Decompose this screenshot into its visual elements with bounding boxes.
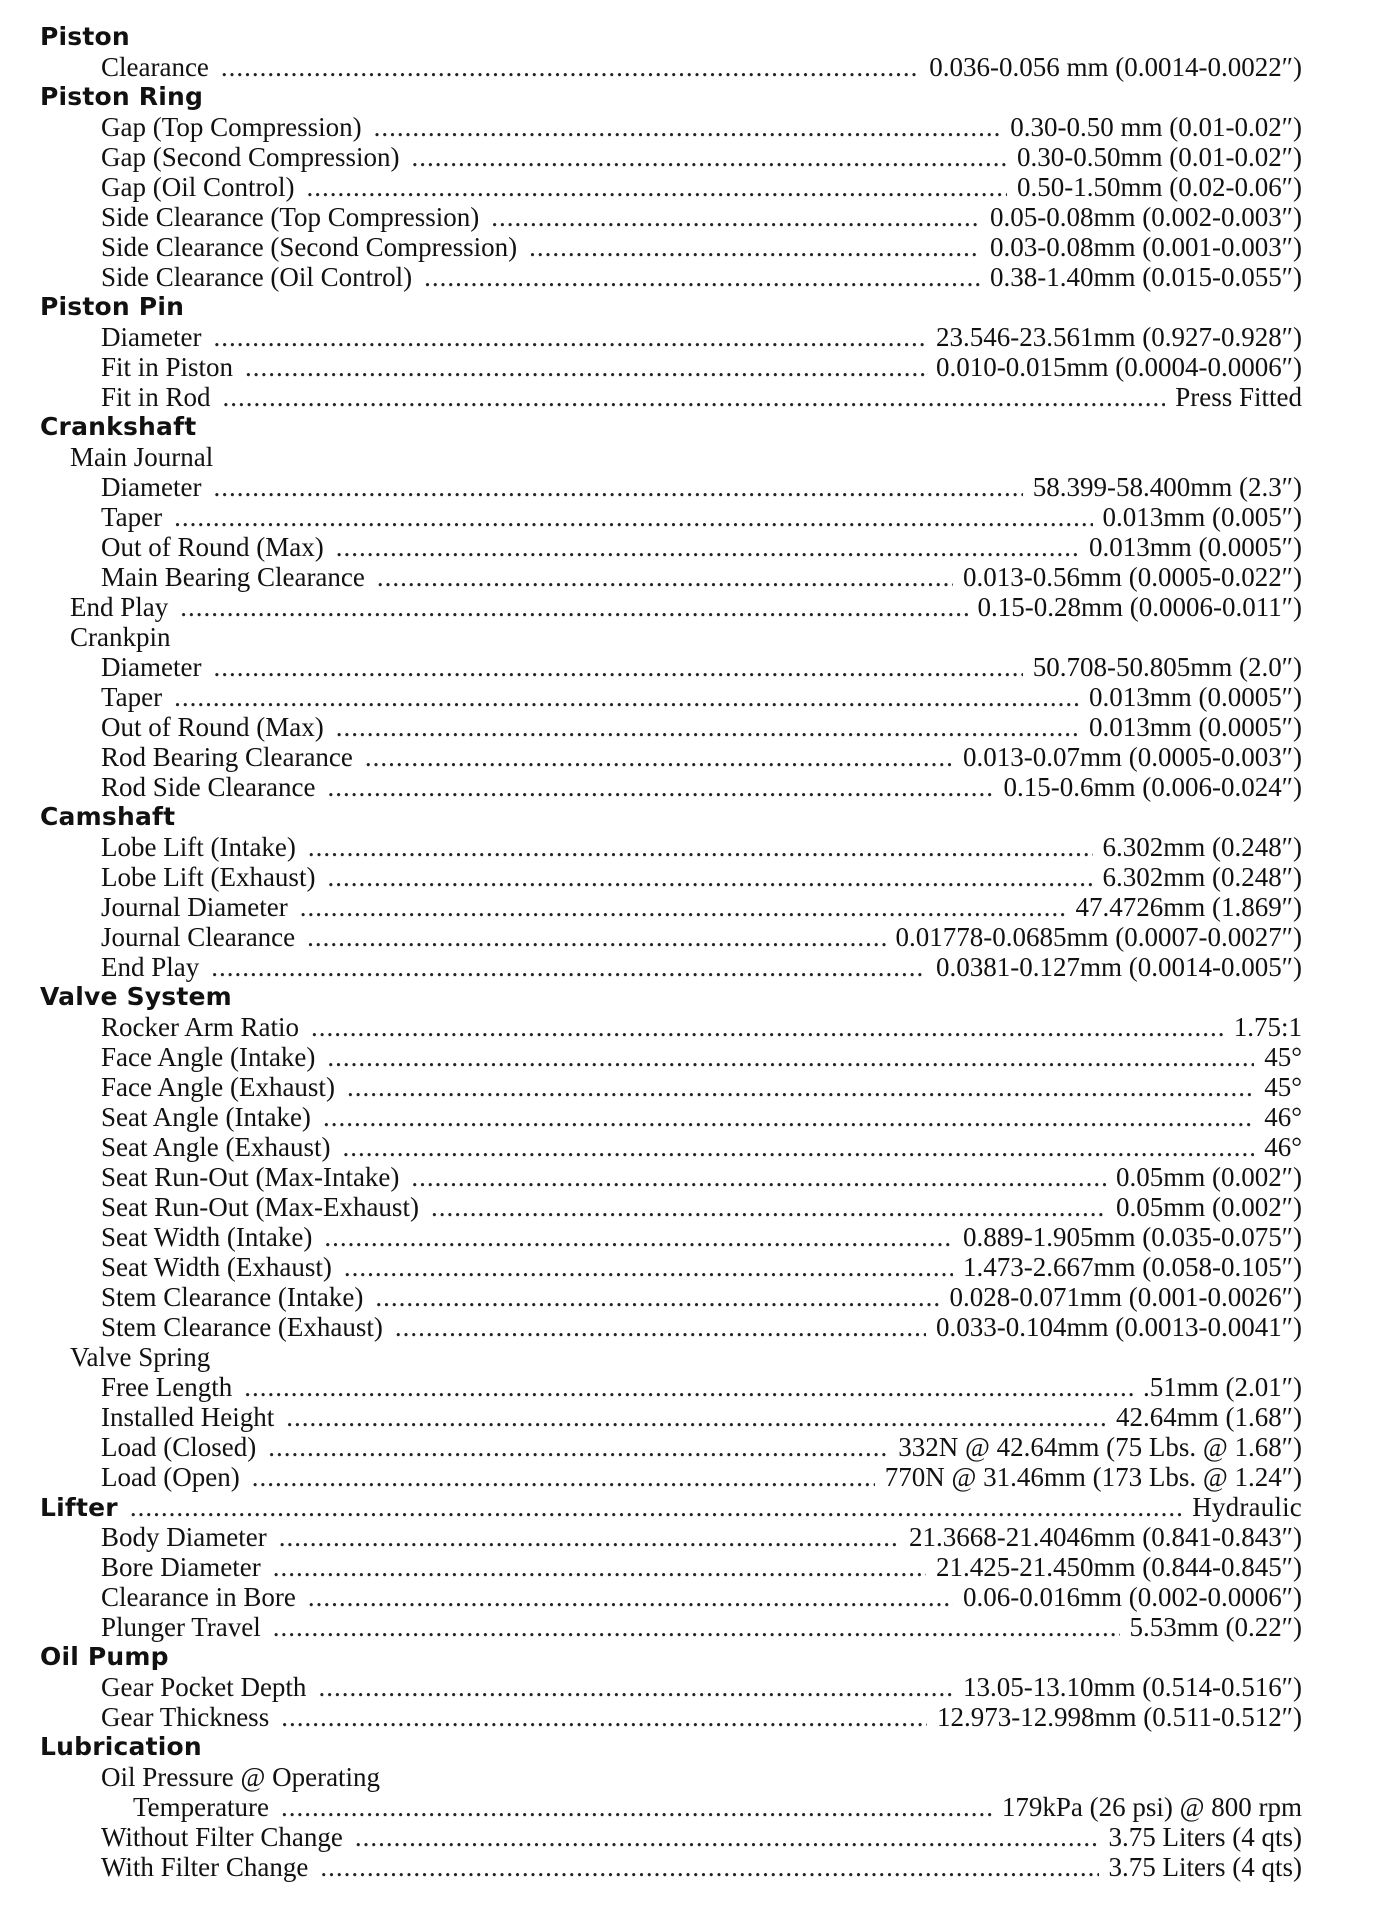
engine-specification-list	[40, 22, 1302, 1882]
dot-leader	[374, 112, 1001, 142]
spec-row	[40, 472, 1302, 502]
spec-row	[40, 1552, 1302, 1582]
spec-row	[40, 532, 1302, 562]
spec-row	[40, 322, 1302, 352]
spec-value: 179kPa (26 psi) @ 800 rpm	[1001, 1792, 1302, 1822]
dot-leader	[279, 1522, 899, 1552]
spec-value: 13.05-13.10mm (0.514-0.516″)	[963, 1672, 1302, 1702]
spec-value: 0.30-0.50 mm (0.01-0.02″)	[1010, 112, 1302, 142]
dot-leader	[491, 202, 980, 232]
spec-row	[40, 1582, 1302, 1612]
spec-row	[40, 862, 1302, 892]
spec-row	[40, 892, 1302, 922]
spec-label: Taper	[101, 682, 163, 712]
spec-value: 0.033-0.104mm (0.0013-0.0041″)	[936, 1312, 1302, 1342]
spec-label: Diameter	[101, 472, 202, 502]
spec-label: Without Filter Change	[101, 1822, 343, 1852]
spec-label: Oil Pressure @ Operating	[101, 1762, 381, 1792]
spec-label: Lobe Lift (Exhaust)	[101, 862, 316, 892]
dot-leader	[529, 232, 980, 262]
spec-row	[40, 1762, 1302, 1792]
spec-value: 0.013-0.07mm (0.0005-0.003″)	[963, 742, 1302, 772]
spec-row	[40, 952, 1302, 982]
dot-leader	[347, 1072, 1254, 1102]
spec-label: Temperature	[133, 1792, 270, 1822]
spec-label: Journal Clearance	[101, 922, 296, 952]
spec-label: Crankpin	[70, 622, 171, 652]
spec-value: 45°	[1264, 1072, 1302, 1102]
spec-row	[40, 502, 1302, 532]
spec-row	[40, 1672, 1302, 1702]
spec-label: Seat Run-Out (Max-Exhaust)	[101, 1192, 419, 1222]
section-title: Piston Ring	[40, 82, 204, 111]
dot-leader	[320, 1852, 1098, 1882]
spec-value: 0.889-1.905mm (0.035-0.075″)	[963, 1222, 1302, 1252]
spec-value: 0.0381-0.127mm (0.0014-0.005″)	[936, 952, 1302, 982]
dot-leader	[211, 952, 926, 982]
spec-label: Out of Round (Max)	[101, 532, 324, 562]
spec-value: 0.30-0.50mm (0.01-0.02″)	[1017, 142, 1302, 172]
spec-row	[40, 112, 1302, 142]
dot-leader	[252, 1462, 875, 1492]
spec-row	[40, 172, 1302, 202]
spec-row	[40, 1612, 1302, 1642]
spec-value: 1.473-2.667mm (0.058-0.105″)	[963, 1252, 1302, 1282]
spec-label: Rod Bearing Clearance	[101, 742, 353, 772]
dot-leader	[311, 1012, 1224, 1042]
spec-value: 23.546-23.561mm (0.927-0.928″)	[936, 322, 1302, 352]
spec-row	[40, 1222, 1302, 1252]
dot-leader	[411, 142, 1007, 172]
spec-row	[40, 772, 1302, 802]
spec-row	[40, 652, 1302, 682]
dot-leader	[281, 1792, 992, 1822]
dot-leader	[342, 1132, 1254, 1162]
section-title: Crankshaft	[40, 412, 197, 441]
spec-label: With Filter Change	[101, 1852, 309, 1882]
spec-label: Load (Open)	[101, 1462, 240, 1492]
spec-label: Rod Side Clearance	[101, 772, 316, 802]
spec-value: 21.3668-21.4046mm (0.841-0.843″)	[909, 1522, 1302, 1552]
spec-label: Body Diameter	[101, 1522, 267, 1552]
spec-row	[40, 1402, 1302, 1432]
dot-leader	[323, 1102, 1254, 1132]
spec-value: 0.013mm (0.005″)	[1102, 502, 1302, 532]
spec-label: Gear Thickness	[101, 1702, 270, 1732]
spec-label: End Play	[101, 952, 200, 982]
spec-value: 0.013mm (0.0005″)	[1089, 532, 1302, 562]
spec-label: Gear Pocket Depth	[101, 1672, 307, 1702]
section-heading	[40, 802, 1302, 832]
spec-value: 0.036-0.056 mm (0.0014-0.0022″)	[929, 52, 1302, 82]
spec-label: Side Clearance (Oil Control)	[101, 262, 413, 292]
dot-leader	[213, 472, 1022, 502]
spec-label: Installed Height	[101, 1402, 275, 1432]
spec-value: 5.53mm (0.22″)	[1129, 1612, 1302, 1642]
section-title: Piston Pin	[40, 292, 185, 321]
dot-leader	[180, 592, 967, 622]
dot-leader	[327, 862, 1092, 892]
spec-label: Stem Clearance (Exhaust)	[101, 1312, 383, 1342]
dot-leader	[336, 712, 1079, 742]
spec-row	[40, 922, 1302, 952]
spec-row	[40, 352, 1302, 382]
spec-value: 6.302mm (0.248″)	[1102, 832, 1302, 862]
spec-value: 0.05mm (0.002″)	[1116, 1162, 1302, 1192]
spec-label: Gap (Top Compression)	[101, 112, 362, 142]
dot-leader	[395, 1312, 926, 1342]
spec-value: 0.06-0.016mm (0.002-0.0006″)	[963, 1582, 1302, 1612]
dot-leader	[281, 1702, 927, 1732]
spec-label: Gap (Second Compression)	[101, 142, 400, 172]
spec-row	[40, 1042, 1302, 1072]
spec-label: Seat Width (Intake)	[101, 1222, 313, 1252]
spec-label: Face Angle (Exhaust)	[101, 1072, 335, 1102]
dot-leader	[336, 532, 1079, 562]
dot-leader	[130, 1492, 1182, 1522]
spec-row	[40, 1282, 1302, 1312]
section-heading	[40, 412, 1302, 442]
spec-label: Clearance in Bore	[101, 1582, 296, 1612]
spec-label: Diameter	[101, 652, 202, 682]
section-heading	[40, 1732, 1302, 1762]
spec-row	[40, 1702, 1302, 1732]
spec-row	[40, 1072, 1302, 1102]
dot-leader	[431, 1192, 1106, 1222]
spec-value: 46°	[1264, 1132, 1302, 1162]
section-title: Lubrication	[40, 1732, 202, 1761]
spec-row	[40, 1792, 1302, 1822]
spec-label: Gap (Oil Control)	[101, 172, 295, 202]
dot-leader	[273, 1552, 926, 1582]
spec-label: Seat Width (Exhaust)	[101, 1252, 332, 1282]
dot-leader	[213, 652, 1022, 682]
spec-value: 46°	[1264, 1102, 1302, 1132]
spec-value: Hydraulic	[1192, 1492, 1302, 1522]
spec-label: Rocker Arm Ratio	[101, 1012, 299, 1042]
dot-leader	[286, 1402, 1106, 1432]
dot-leader	[424, 262, 980, 292]
spec-row	[40, 262, 1302, 292]
dot-leader	[377, 562, 953, 592]
spec-label: Seat Angle (Intake)	[101, 1102, 311, 1132]
spec-value: 6.302mm (0.248″)	[1102, 862, 1302, 892]
spec-row	[40, 1102, 1302, 1132]
section-title: Camshaft	[40, 802, 176, 831]
spec-row	[40, 442, 1302, 472]
spec-row	[40, 742, 1302, 772]
section-heading	[40, 22, 1302, 52]
dot-leader	[273, 1612, 1120, 1642]
spec-label: End Play	[70, 592, 169, 622]
section-heading	[40, 82, 1302, 112]
spec-row	[40, 1372, 1302, 1402]
spec-row	[40, 712, 1302, 742]
dot-leader	[245, 352, 926, 382]
spec-label: Out of Round (Max)	[101, 712, 324, 742]
spec-row	[40, 1192, 1302, 1222]
spec-row	[40, 1462, 1302, 1492]
spec-row	[40, 202, 1302, 232]
spec-value: 0.03-0.08mm (0.001-0.003″)	[990, 232, 1302, 262]
spec-row	[40, 682, 1302, 712]
spec-value: 3.75 Liters (4 qts)	[1108, 1852, 1302, 1882]
spec-value: 21.425-21.450mm (0.844-0.845″)	[936, 1552, 1302, 1582]
dot-leader	[174, 502, 1092, 532]
spec-value: 0.50-1.50mm (0.02-0.06″)	[1017, 172, 1302, 202]
spec-value: 0.05mm (0.002″)	[1116, 1192, 1302, 1222]
spec-value: 770N @ 31.46mm (173 Lbs. @ 1.24″)	[884, 1462, 1302, 1492]
spec-value: 1.75:1	[1233, 1012, 1302, 1042]
spec-label: Fit in Rod	[101, 382, 211, 412]
section-heading	[40, 1492, 1302, 1522]
dot-leader	[411, 1162, 1106, 1192]
spec-value: 0.01778-0.0685mm (0.0007-0.0027″)	[895, 922, 1302, 952]
dot-leader	[221, 52, 919, 82]
dot-leader	[327, 772, 993, 802]
dot-leader	[355, 1822, 1099, 1852]
dot-leader	[375, 1282, 939, 1312]
dot-leader	[300, 892, 1066, 922]
dot-leader	[327, 1042, 1254, 1072]
dot-leader	[174, 682, 1079, 712]
section-title: Piston	[40, 22, 130, 51]
spec-value: 0.38-1.40mm (0.015-0.055″)	[990, 262, 1302, 292]
spec-label: Diameter	[101, 322, 202, 352]
spec-label: Load (Closed)	[101, 1432, 257, 1462]
spec-row	[40, 1342, 1302, 1372]
spec-label: Valve Spring	[70, 1342, 211, 1372]
spec-label: Bore Diameter	[101, 1552, 261, 1582]
spec-row	[40, 52, 1302, 82]
spec-label: Seat Angle (Exhaust)	[101, 1132, 331, 1162]
spec-label: Taper	[101, 502, 163, 532]
spec-label: Stem Clearance (Intake)	[101, 1282, 364, 1312]
spec-row	[40, 592, 1302, 622]
spec-row	[40, 1432, 1302, 1462]
spec-row	[40, 622, 1302, 652]
spec-value: 0.15-0.6mm (0.006-0.024″)	[1003, 772, 1302, 802]
dot-leader	[365, 742, 953, 772]
spec-value: 0.15-0.28mm (0.0006-0.011″)	[977, 592, 1302, 622]
dot-leader	[308, 1582, 953, 1612]
spec-row	[40, 832, 1302, 862]
spec-value: 0.013mm (0.0005″)	[1089, 682, 1302, 712]
spec-label: Seat Run-Out (Max-Intake)	[101, 1162, 400, 1192]
section-title: Valve System	[40, 982, 232, 1011]
spec-value: 47.4726mm (1.869″)	[1075, 892, 1302, 922]
spec-value: 0.013mm (0.0005″)	[1089, 712, 1302, 742]
spec-value: 50.708-50.805mm (2.0″)	[1032, 652, 1302, 682]
dot-leader	[324, 1222, 953, 1252]
section-heading	[40, 1642, 1302, 1672]
dot-leader	[268, 1432, 888, 1462]
spec-row	[40, 232, 1302, 262]
spec-label: Main Journal	[70, 442, 214, 472]
spec-label: Face Angle (Intake)	[101, 1042, 316, 1072]
dot-leader	[344, 1252, 953, 1282]
spec-label: Clearance	[101, 52, 209, 82]
spec-value: 0.013-0.56mm (0.0005-0.022″)	[963, 562, 1302, 592]
spec-row	[40, 1012, 1302, 1042]
spec-row	[40, 1252, 1302, 1282]
dot-leader	[308, 832, 1093, 862]
spec-value: 45°	[1264, 1042, 1302, 1072]
spec-label: Main Bearing Clearance	[101, 562, 365, 592]
spec-row	[40, 1522, 1302, 1552]
spec-label: Fit in Piston	[101, 352, 234, 382]
section-title: Oil Pump	[40, 1642, 169, 1671]
spec-value: 0.028-0.071mm (0.001-0.0026″)	[949, 1282, 1302, 1312]
spec-value: 0.010-0.015mm (0.0004-0.0006″)	[936, 352, 1302, 382]
dot-leader	[244, 1372, 1133, 1402]
spec-row	[40, 1312, 1302, 1342]
spec-value: Press Fitted	[1175, 382, 1302, 412]
spec-row	[40, 1852, 1302, 1882]
spec-row	[40, 562, 1302, 592]
spec-label: Journal Diameter	[101, 892, 288, 922]
spec-value: 3.75 Liters (4 qts)	[1108, 1822, 1302, 1852]
spec-value: 0.05-0.08mm (0.002-0.003″)	[990, 202, 1302, 232]
spec-value: 42.64mm (1.68″)	[1116, 1402, 1302, 1432]
spec-label: Side Clearance (Second Compression)	[101, 232, 518, 262]
spec-row	[40, 142, 1302, 172]
spec-label: Side Clearance (Top Compression)	[101, 202, 480, 232]
section-title: Lifter	[40, 1493, 118, 1522]
section-heading	[40, 982, 1302, 1012]
spec-row	[40, 382, 1302, 412]
spec-value: 332N @ 42.64mm (75 Lbs. @ 1.68″)	[898, 1432, 1302, 1462]
spec-row	[40, 1822, 1302, 1852]
dot-leader	[213, 322, 926, 352]
section-heading	[40, 292, 1302, 322]
spec-value: 12.973-12.998mm (0.511-0.512″)	[937, 1702, 1302, 1732]
spec-value: .51mm (2.01″)	[1143, 1372, 1302, 1402]
dot-leader	[318, 1672, 953, 1702]
spec-row	[40, 1132, 1302, 1162]
spec-label: Lobe Lift (Intake)	[101, 832, 296, 862]
dot-leader	[223, 382, 1166, 412]
spec-row	[40, 1162, 1302, 1192]
spec-value: 58.399-58.400mm (2.3″)	[1032, 472, 1302, 502]
dot-leader	[306, 172, 1007, 202]
spec-label: Plunger Travel	[101, 1612, 261, 1642]
spec-label: Free Length	[101, 1372, 233, 1402]
dot-leader	[307, 922, 885, 952]
